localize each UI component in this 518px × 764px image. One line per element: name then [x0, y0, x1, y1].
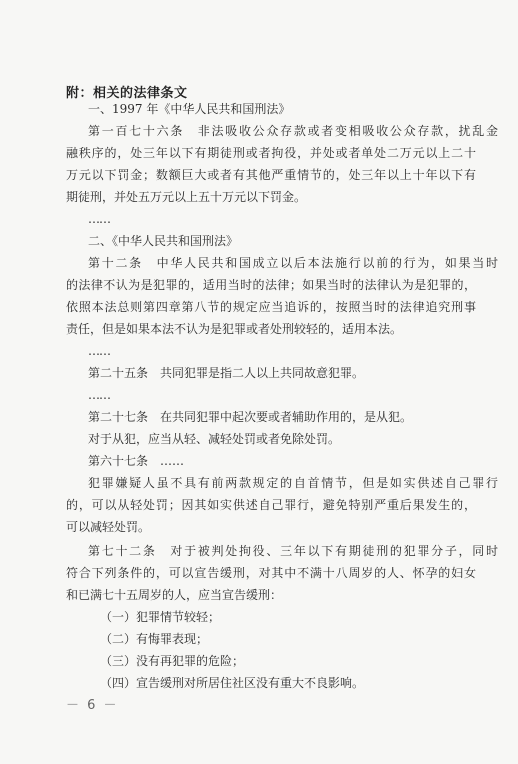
- paragraph-line: 第七十二条 对于被判处拘役、三年以下有期徒刑的犯罪分子，同时: [88, 544, 498, 558]
- paragraph-line: 期徒刑，并处五万元以上五十万元以下罚金。: [66, 190, 307, 204]
- paragraph-line: 第十二条 中华人民共和国成立以后本法施行以前的行为，如果当时: [88, 256, 498, 270]
- paragraph-line: 犯罪嫌疑人虽不具有前两款规定的自首情节，但是如实供述自己罪行: [88, 476, 498, 490]
- list-item: （一）犯罪情节较轻；: [100, 610, 221, 624]
- list-item: （四）宣告缓刑对所居住社区没有重大不良影响。: [100, 676, 365, 690]
- paragraph-line: 万元以下罚金；数额巨大或者有其他严重情节的，处三年以上十年以下有: [66, 168, 476, 182]
- paragraph-line: 依照本法总则第四章第八节的规定应当追诉的，按照当时的法律追究刑事: [66, 300, 476, 314]
- section-1-title: 一、1997 年《中华人民共和国刑法》: [88, 102, 291, 116]
- paragraph-line: 和已满七十五周岁的人，应当宣告缓刑：: [66, 588, 283, 602]
- list-item: （三）没有再犯罪的危险；: [100, 654, 245, 668]
- paragraph-line: 第一百七十六条 非法吸收公众存款或者变相吸收公众存款，扰乱金: [88, 124, 498, 138]
- paragraph-line: 对于从犯，应当从轻、减轻处罚或者免除处罚。: [88, 432, 341, 446]
- paragraph-line: 融秩序的，处三年以下有期徒刑或者拘役，并处或者单处二万元以上二十: [66, 146, 476, 160]
- paragraph-line: 符合下列条件的，可以宣告缓刑，对其中不满十八周岁的人、怀孕的妇女: [66, 566, 476, 580]
- paragraph-line: 责任，但是如果本法不认为是犯罪或者处刑较轻的，适用本法。: [66, 322, 403, 336]
- paragraph-line: 第二十五条 共同犯罪是指二人以上共同故意犯罪。: [88, 366, 365, 380]
- page-number: － 6 －: [66, 698, 119, 713]
- appendix-heading: 附：相关的法律条文: [66, 86, 188, 101]
- paragraph-line: 的，可以从轻处罚；因其如实供述自己罪行，避免特别严重后果发生的，: [66, 498, 476, 512]
- ellipsis: ……: [88, 388, 110, 402]
- section-2-title: 二、《中华人民共和国刑法》: [88, 234, 239, 248]
- paragraph-line: 的法律不认为是犯罪的，适用当时的法律；如果当时的法律认为是犯罪的，: [66, 278, 476, 292]
- ellipsis: ……: [88, 344, 110, 358]
- paragraph-line: 第二十七条 在共同犯罪中起次要或者辅助作用的，是从犯。: [88, 410, 413, 424]
- paragraph-line: 第六十七条 ……: [88, 454, 185, 468]
- paragraph-line: 可以减轻处罚。: [66, 520, 151, 534]
- ellipsis: ……: [88, 212, 110, 226]
- list-item: （二）有悔罪表现；: [100, 632, 209, 646]
